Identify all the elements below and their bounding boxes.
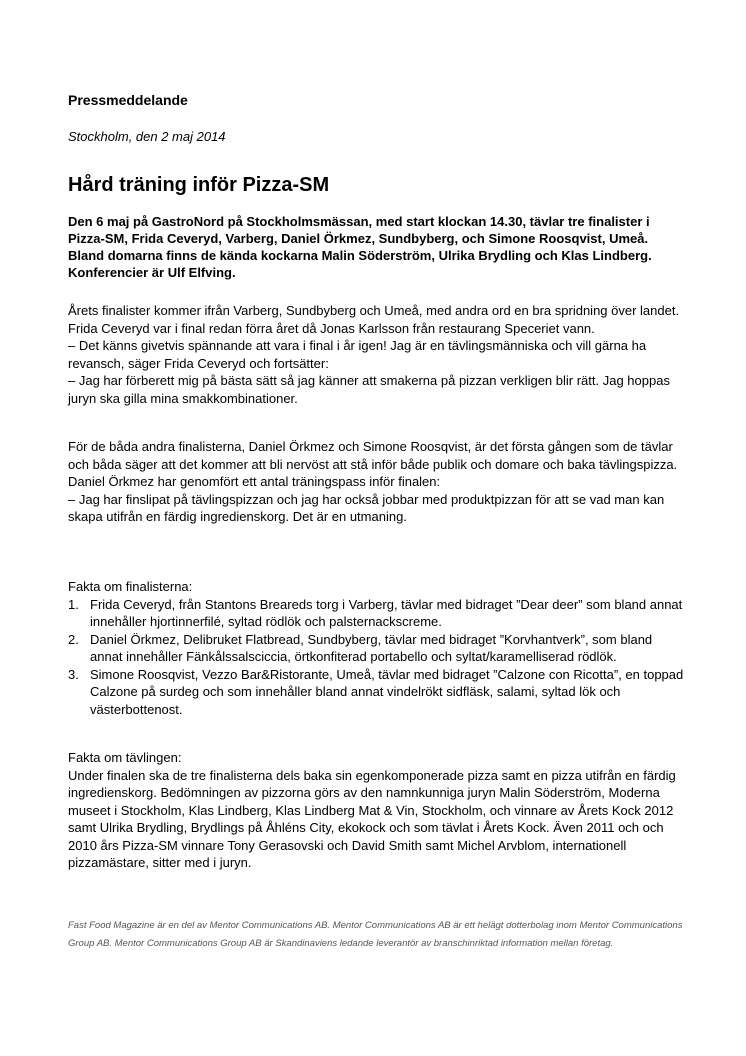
list-item-text: Simone Roosqvist, Vezzo Bar&Ristorante, Umeå, tävlar med bidraget ”Calzone con Ricotta”, en toppad Calzone på surdeg och som innehåller bland annat vindelrökt sidfläsk, salami, syltad lök och västerbottenost.	[90, 666, 684, 717]
body-section-2	[68, 438, 684, 526]
list-number: 3.	[68, 666, 79, 682]
list-number: 1.	[68, 596, 79, 612]
headline: Hård träning inför Pizza-SM	[68, 174, 330, 196]
quote-paragraph: – Det känns givetvis spännande att vara i final i år igen! Jag är en tävlingsmänniska och vill gärna ha revansch, säger Frida Ceveryd och fortsätter:	[68, 338, 647, 371]
list-number: 2.	[68, 631, 79, 647]
quote-paragraph: – Jag har finslipat på tävlingspizzan och jag har också jobbar med produktpizzan för att se vad man kan skapa utifrån en färdig ingredienskorg. Det är en utmaning.	[68, 491, 665, 524]
competition-facts	[68, 749, 684, 872]
list-item	[68, 596, 684, 631]
footer-note: Fast Food Magazine är en del av Mentor Communications AB. Mentor Communications AB är ett helägt dotterbolag inom Mentor Communications Group AB. Mentor Communications Group AB är Skandinaviens ledande leverantör av branschinriktad information mellan företag.	[68, 920, 683, 949]
body-section-1	[68, 302, 684, 407]
list-item	[68, 631, 684, 666]
list-item	[68, 666, 684, 719]
finalists-facts	[68, 578, 684, 718]
list-item-text: Daniel Örkmez, Delibruket Flatbread, Sundbyberg, tävlar med bidraget ”Korvhantverk”, som bland annat innehåller Fänkålssalsciccia, örtkonfiterad portabello och syltat/karamelliserad rödlök.	[90, 631, 653, 664]
lead-paragraph: Den 6 maj på GastroNord på Stockholmsmässan, med start klockan 14.30, tävlar tre finalister i Pizza-SM, Frida Ceveryd, Varberg, Daniel Örkmez, Sundbyberg, och Simone Roosqvist, Umeå. Bland domarna finns de kända kockarna Malin Söderström, Ulrika Brydling och Klas Lindberg. Konferencier är Ulf Elfving.	[68, 214, 652, 280]
body-paragraph: Daniel Örkmez har genomfört ett antal träningspass inför finalen:	[68, 474, 441, 489]
body-paragraph: För de båda andra finalisterna, Daniel Örkmez och Simone Roosqvist, är det första gången som de tävlar och båda säger att det kommer att bli nervöst att stå inför både publik och domare och baka tävlingspizza.	[68, 439, 678, 472]
list-item-text: Frida Ceveryd, från Stantons Breareds torg i Varberg, tävlar med bidraget ”Dear deer” som bland annat innehåller hjortinnerfilé, syltad rödlök och palsternackscreme.	[90, 596, 683, 629]
finalists-title: Fakta om finalisterna:	[68, 579, 193, 594]
dateline: Stockholm, den 2 maj 2014	[68, 129, 226, 144]
quote-paragraph: – Jag har förberett mig på bästa sätt så jag känner att smakerna på pizzan verkligen blir rätt. Jag hoppas juryn ska gilla mina smakkombinationer.	[68, 373, 670, 406]
document-type-label: Pressmeddelande	[68, 92, 188, 108]
finalists-list	[68, 596, 684, 719]
competition-text: Under finalen ska de tre finalisterna dels baka sin egenkomponerade pizza samt en pizza utifrån en färdig ingredienskorg. Bedömningen av pizzorna görs av den namnkunniga juryn Malin Söderström, Moderna museet i Stockholm, Klas Lindberg, Klas Lindberg Mat & Vin, Stockholm, och vinnare av Årets Kock 2012 samt Ulrika Brydling, Brydlings på Åhléns City, ekokock och som tävlat i Årets Kock. Även 2011 och och 2010 års Pizza-SM vinnare Tony Gerasovski och David Smith samt Michel Arvblom, internationell pizzamästare, sitter med i juryn.	[68, 767, 676, 870]
body-paragraph: Årets finalister kommer ifrån Varberg, Sundbyberg och Umeå, med andra ord en bra spridning över landet. Frida Ceveryd var i final redan förra året då Jonas Karlsson från restaurang Speceriet vann.	[68, 303, 680, 336]
competition-title: Fakta om tävlingen:	[68, 750, 182, 765]
